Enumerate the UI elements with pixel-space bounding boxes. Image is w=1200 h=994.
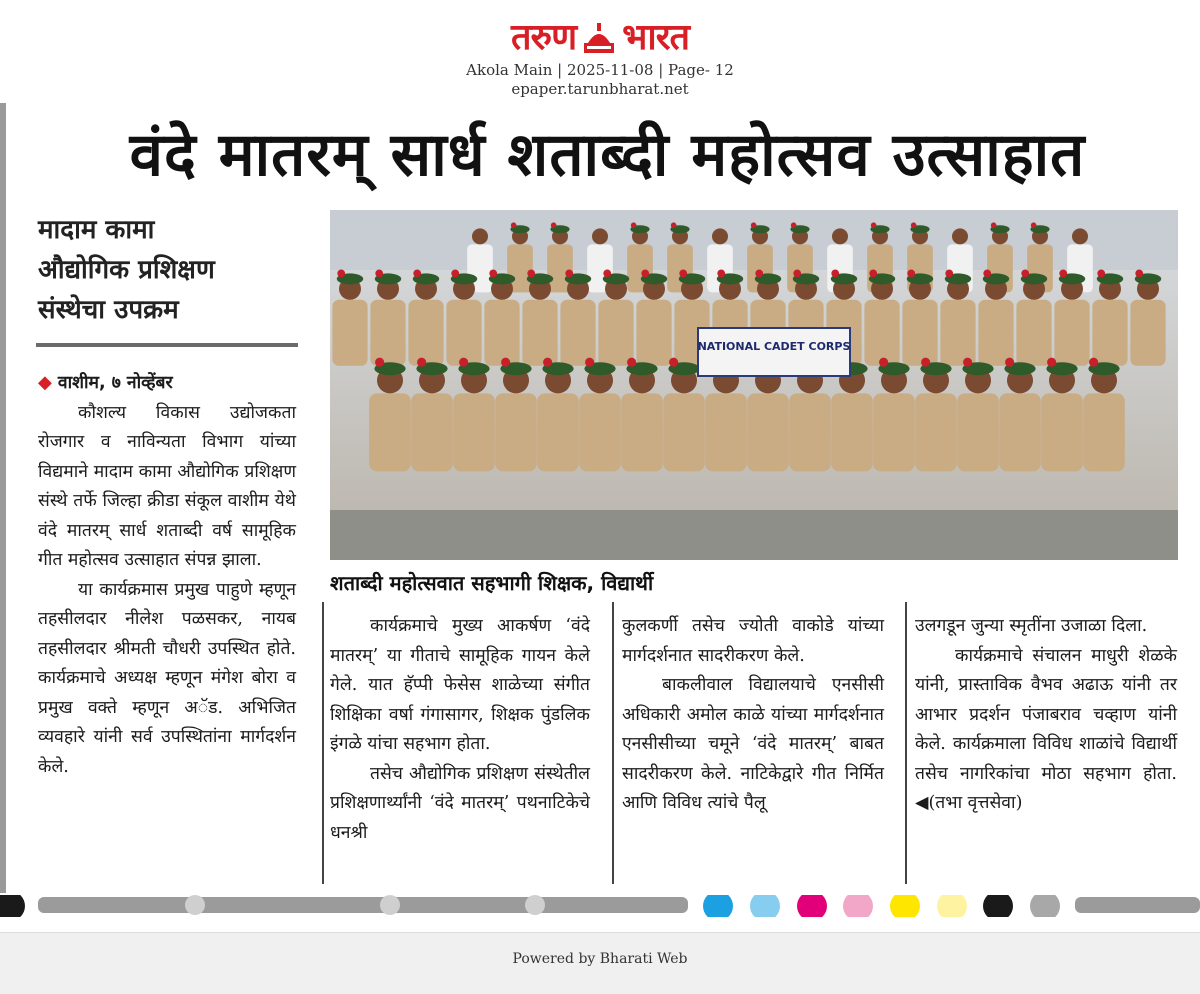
registration-swatch (843, 895, 873, 917)
article-paragraph: या कार्यक्रमास प्रमुख पाहुणे म्हणून तहसीलदार नीलेश पळसकर, नायब तहसीलदार श्रीमती चौधरी उपस्थित होते. कार्यक्रमाचे अध्यक्ष म्हणून मंगेश बोरा व प्रमुख वक्ते म्हणून अॅड. अभिजित व्यवहारे यांनी सर्व उपस्थितांना मार्गदर्शन केले. (38, 579, 296, 777)
article-paragraph: कुलकर्णी तसेच ज्योती वाकोडे यांच्या मार्गदर्शनात सादरीकरण केले. (622, 616, 884, 666)
page-headline: वंदे मातरम् सार्ध शताब्दी महोत्सव उत्साहात (129, 120, 1086, 190)
registration-swatch (937, 895, 967, 917)
page-edge-bar (0, 103, 6, 893)
diamond-bullet-icon: ◆ (38, 372, 52, 393)
tarun-bharat-logo[interactable] (470, 16, 730, 60)
registration-swatch (0, 895, 25, 917)
article-paragraph: बाकलीवाल विद्यालयाचे एनसीसी अधिकारी अमोल काळे यांच्या मार्गदर्शनात एनसीसीच्या चमूने ‘वंदे मातरम्’ बाबत सादरीकरण केले. नाटिकेद्वारे गीत निर्मित आणि विविध त्यांचे पैलू (622, 675, 884, 813)
article-paragraph: कार्यक्रमाचे मुख्य आकर्षण ‘वंदे मातरम्’ या गीताचे सामूहिक गायन केले गेले. यात हॅप्पी फेसेस शाळेच्या संगीत शिक्षिका वर्षा गंगासागर, शिक्षक पुंडलिक इंगळे यांचा सहभाग होता. (330, 616, 590, 754)
article-column-1 (38, 368, 296, 782)
group-photo-illustration (330, 210, 1178, 560)
footer (0, 932, 1200, 994)
article-paragraph: कार्यक्रमाचे संचालन माधुरी शेळके यांनी, प्रास्ताविक वैभव अढाऊ यांनी तर आभार प्रदर्शन पंजाबराव चव्हाण यांनी केले. कार्यक्रमाला विविध शाळांचे विद्यार्थी तसेच नागरिकांचा मोठा सहभाग होता. ◀(तभा वृत्तसेवा) (915, 645, 1177, 813)
powered-by-text[interactable]: Powered by Bharati Web (512, 951, 688, 967)
article-paragraph: कौशल्य विकास उद्योजकता रोजगार व नाविन्यता विभाग यांच्या विद्यमाने मादाम कामा औद्योगिक प्रशिक्षण संस्थे तर्फे जिल्हा क्रीडा संकूल वाशीम येथे वंदे मातरम् सार्ध शताब्दी वर्ष सामूहिक गीत महोत्सव उत्साहात संपन्न झाला. (38, 402, 296, 570)
ncc-banner-text: NATIONAL CADET CORPS (697, 340, 851, 353)
site-url[interactable]: epaper.tarunbharat.net (511, 80, 689, 98)
masthead (0, 0, 1200, 100)
dateline: ◆ वाशीम, ७ नोव्हेंबर (38, 372, 173, 393)
registration-swatch (983, 895, 1013, 917)
subhead-divider (36, 343, 298, 347)
print-registration-bar (0, 895, 1200, 917)
subheadline (38, 210, 300, 330)
column-divider (905, 602, 907, 884)
lamp-emblem-icon (582, 21, 616, 55)
subhead-line: औद्योगिक प्रशिक्षण (38, 255, 215, 285)
photo-caption: शताब्दी महोत्सवात सहभागी शिक्षक, विद्यार्थी (330, 571, 654, 595)
article-paragraph: तसेच औद्योगिक प्रशिक्षण संस्थेतील प्रशिक्षणार्थ्यांनी ‘वंदे मातरम्’ पथनाटिकेचे धनश्री (330, 763, 590, 843)
article-paragraph: उलगडून जुन्या स्मृतींना उजाळा दिला. (915, 616, 1148, 636)
subhead-line: मादाम कामा (38, 215, 155, 245)
edition-line: Akola Main | 2025-11-08 | Page- 12 (466, 61, 734, 79)
logo-word-right: भारत (622, 17, 689, 58)
registration-swatch (890, 895, 920, 917)
article-column-3 (622, 612, 884, 819)
registration-swatch (1030, 895, 1060, 917)
registration-swatch (703, 895, 733, 917)
registration-swatch (750, 895, 780, 917)
column-divider (322, 602, 324, 884)
subhead-line: संस्थेचा उपक्रम (38, 295, 179, 325)
logo-word-left: तरुण (511, 17, 577, 58)
article-column-4 (915, 612, 1177, 819)
group-photo (330, 210, 1178, 560)
column-divider (612, 602, 614, 884)
registration-swatch (797, 895, 827, 917)
article-column-2 (330, 612, 590, 848)
